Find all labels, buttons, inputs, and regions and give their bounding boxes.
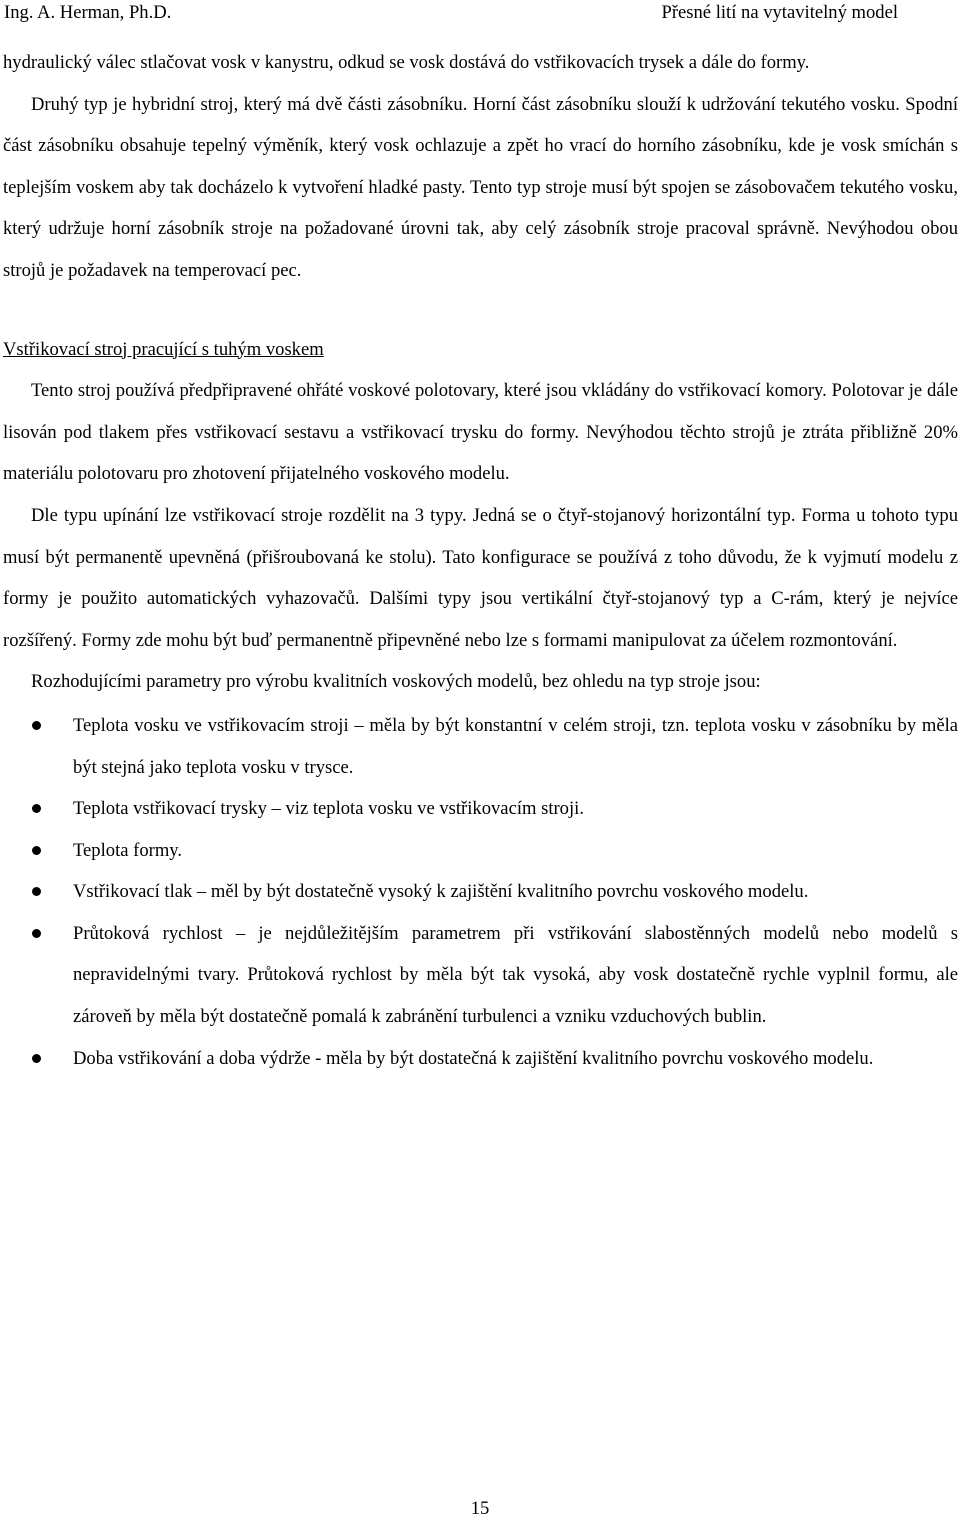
- bullet-icon: [32, 804, 41, 813]
- bullet-icon: [32, 846, 41, 855]
- list-item: [3, 871, 958, 913]
- paragraph-continuation: hydraulický válec stlačovat vosk v kanystru, odkud se vosk dostává do vstřikovacích trysek a dále do formy.: [3, 52, 810, 73]
- paragraph-parameters-intro: Rozhodujícími parametry pro výrobu kvalitních voskových modelů, bez ohledu na typ stroje jsou:: [31, 671, 761, 693]
- list-item: [3, 705, 958, 788]
- bullet-icon: [32, 929, 41, 938]
- list-item-text: Vstřikovací tlak – měl by být dostatečně vysoký k zajištění kvalitního povrchu voskového modelu.: [73, 881, 809, 903]
- page-content: [3, 42, 958, 1079]
- page-header: [4, 0, 950, 30]
- paragraph-hybrid-machine: Druhý typ je hybridní stroj, který má dvě části zásobníku. Horní část zásobníku slouží k udržování tekutého vosku. Spodní část zásobníku obsahuje tepelný výměník, který vosk ochlazuje a zpět ho vrací do horního zásobníku, kde je vosk smíchán s teplejším voskem aby tak docházelo k vytvoření hladké pasty. Tento typ stroje musí být spojen se zásobovačem tekutého vosku, který udržuje horní zásobník stroje na požadované úrovni tak, aby celý zásobník stroje pracoval správně. Nevýhodou obou strojů je požadavek na temperovací pec.: [3, 93, 958, 281]
- header-title: Přesné lití na vytavitelný model: [661, 2, 898, 23]
- paragraph-solid-wax-machine: Tento stroj používá předpřipravené ohřáté voskové polotovary, které jsou vkládány do vstřikovací komory. Polotovar je dále lisován pod tlakem přes vstřikovací sestavu a vstřikovací trysku do formy. Nevýhodou těchto strojů je ztráta přibližně 20% materiálu polotovaru pro zhotovení přijatelného voskového modelu.: [3, 380, 958, 485]
- paragraph-clamping-types: Dle typu upínání lze vstřikovací stroje rozdělit na 3 typy. Jedná se o čtyř-stojanový horizontální typ. Forma u tohoto typu musí být permanentě upevněná (přišroubovaná ke stolu). Tato konfigurace se používá z toho důvodu, že k vyjmutí modelu z formy je použito automatických vyhazovačů. Dalšími typy jsou vertikální čtyř-stojanový typ a C-rám, který je nejvíce rozšířený. Formy zde mohu být buď permanentně připevněné nebo lze s formami manipulovat za účelem rozmontování.: [3, 504, 958, 651]
- bullet-icon: [32, 1054, 41, 1063]
- bullet-icon: [32, 721, 41, 730]
- list-item-text: Průtoková rychlost – je nejdůležitějším parametrem při vstřikování slabostěnných modelů nebo modelů s nepravidelnými tvary. Průtoková rychlost by měla být tak vysoká, aby vosk dostatečně rychle vyplnil formu, ale zároveň by měla být dostatečně pomalá k zabránění turbulenci a vzniku vzduchových bublin.: [73, 922, 958, 1028]
- list-item-text: Teplota vstřikovací trysky – viz teplota vosku ve vstřikovacím stroji.: [73, 798, 584, 820]
- list-item: [3, 830, 958, 872]
- list-item: [3, 1038, 958, 1080]
- bullet-icon: [32, 887, 41, 896]
- list-item-text: Teplota vosku ve vstřikovacím stroji – měla by být konstantní v celém stroji, tzn. teplota vosku v zásobníku by měla být stejná jako teplota vosku v trysce.: [73, 714, 958, 778]
- list-item: [3, 913, 958, 1038]
- header-author: Ing. A. Herman, Ph.D.: [4, 2, 172, 23]
- section-heading: Vstřikovací stroj pracující s tuhým voskem: [3, 338, 324, 360]
- list-item: [3, 788, 958, 830]
- parameter-list: [3, 705, 958, 1079]
- page-number: 15: [470, 1498, 490, 1519]
- list-item-text: Doba vstřikování a doba výdrže - měla by být dostatečná k zajištění kvalitního povrchu voskového modelu.: [73, 1047, 874, 1069]
- list-item-text: Teplota formy.: [73, 839, 183, 861]
